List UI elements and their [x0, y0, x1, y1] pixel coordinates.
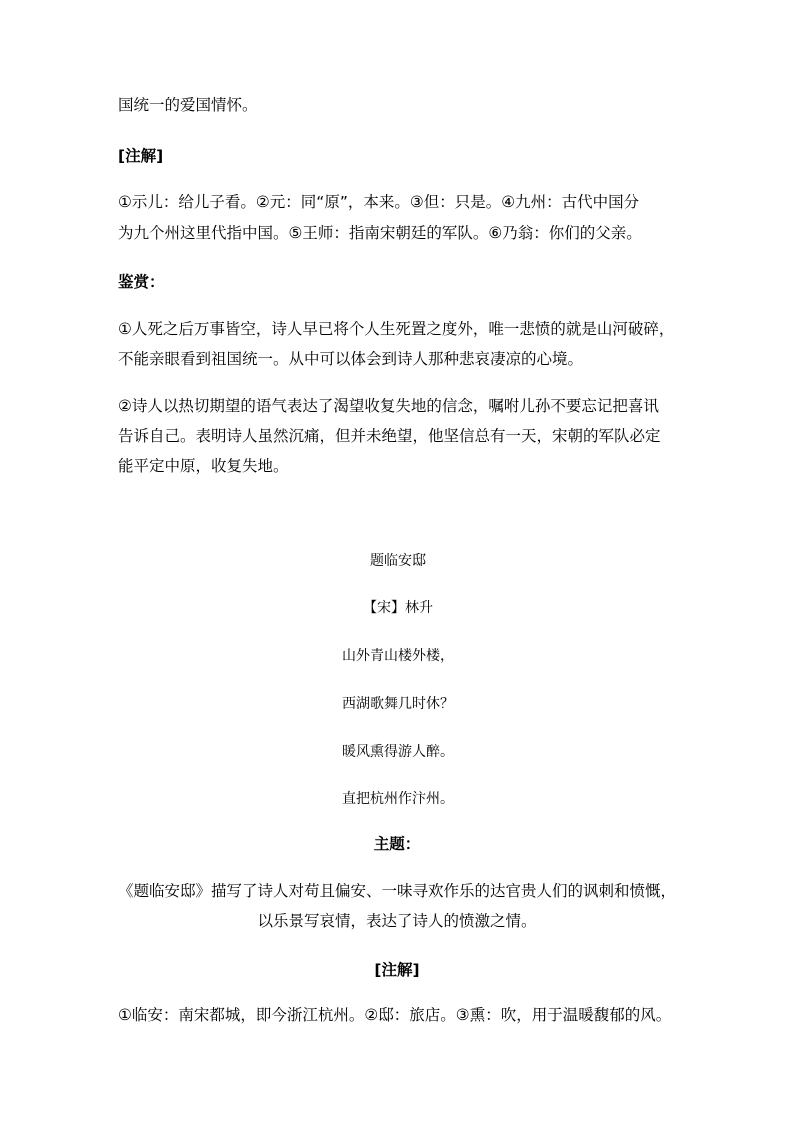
poem-author: 【宋】林升: [363, 600, 433, 616]
theme-text: 以乐景写哀情，表达了诗人的愤激之情。: [257, 912, 537, 930]
appreciation-paragraph-2: ②诗人以热切期望的语气表达了渴望收复失地的信念，嘱咐儿孙不要忘记把喜讯: [118, 397, 659, 415]
appreciation-paragraph-2: 告诉自己。表明诗人虽然沉痛，但并未绝望，他坚信总有一天，宋朝的军队必定: [118, 427, 661, 445]
poem-line: 直把杭州作汴州。: [342, 791, 454, 807]
theme-text: 《题临安邸》描写了诗人对苟且偏安、一味寻欢作乐的达官贵人们的讽刺和愤慨，: [117, 882, 676, 900]
poem-title: 题临安邸: [370, 553, 426, 569]
poem-line: 西湖歌舞几时休？: [342, 696, 454, 712]
notes-line: ①示儿：给儿子看。②元：同“原”，本来。③但：只是。④九州：古代中国分: [118, 193, 640, 211]
appreciation-paragraph-2: 能平定中原，收复失地。: [118, 457, 289, 475]
notes-heading-2: [注解]: [374, 961, 420, 979]
poem-line: 暖风熏得游人醉。: [342, 744, 454, 760]
appreciation-paragraph-1: 不能亲眼看到祖国统一。从中可以体会到诗人那种悲哀凄凉的心境。: [118, 350, 584, 368]
poem-line: 山外青山楼外楼，: [342, 648, 454, 664]
notes-line: 为九个州这里代指中国。⑤王师：指南宋朝廷的军队。⑥乃翁：你们的父亲。: [118, 224, 642, 242]
notes-line-2: ①临安：南宋都城，即今浙江杭州。②邸：旅店。③熏：吹，用于温暖馥郁的风。: [118, 1006, 672, 1024]
continued-text: 国统一的爱国情怀。: [118, 96, 258, 114]
appreciation-heading: 鉴赏：: [118, 273, 165, 291]
notes-heading: [注解]: [118, 147, 164, 165]
theme-heading: 主题：: [373, 835, 421, 853]
appreciation-paragraph-1: ①人死之后万事皆空，诗人早已将个人生死置之度外，唯一悲愤的就是山河破碎，: [118, 320, 675, 338]
